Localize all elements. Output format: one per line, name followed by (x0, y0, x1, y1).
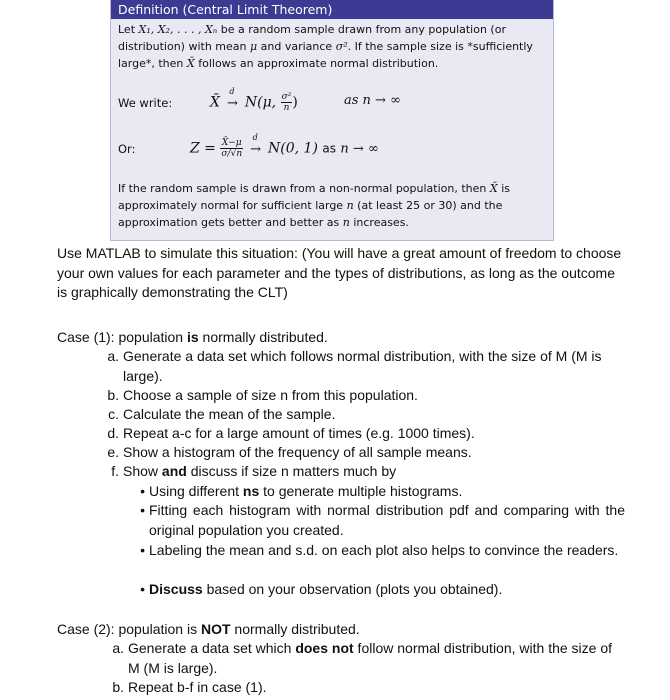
item-text: Calculate the mean of the sample. (123, 406, 336, 422)
item-marker: d. (107, 425, 119, 441)
bullet-icon: • (140, 542, 145, 558)
or-row (118, 132, 548, 168)
n-symbol: n (346, 199, 354, 212)
bullet-text-part: Fitting each histogram with normal distribution pdf and comparing with the original population you created. (149, 502, 625, 538)
item-marker: b. (112, 679, 124, 695)
limit-text: as n → ∞ (344, 93, 401, 108)
bullet-text-part: to generate multiple histograms. (259, 483, 463, 499)
we-write-formula (210, 86, 298, 113)
def-text: Let (118, 23, 139, 36)
case-1-title (57, 328, 328, 348)
random-sample-vars: X₁, X₂, . . . , Xₙ (138, 23, 218, 36)
bullet-text-bold: Discuss (149, 581, 203, 597)
case-2-title (57, 620, 360, 640)
item-text-part: Generate a data set which (128, 640, 296, 656)
item-text (123, 462, 619, 482)
bullet-text-bold: ns (242, 483, 260, 499)
n-symbol: n (342, 216, 350, 229)
def-text: and variance (257, 40, 336, 53)
item-marker: c. (108, 406, 119, 422)
xbar-symbol: X̄ (186, 57, 195, 70)
bullet-text (149, 580, 625, 600)
arrow-d-label: d (229, 86, 235, 96)
standardized-fraction (220, 138, 243, 159)
converges-in-distribution-arrow: → d (250, 132, 262, 157)
matlab-intro-paragraph: Use MATLAB to simulate this situation: (You will have a great amount of freedom to choose your own values for each parameter and the types of distributions, as long as the outcome is graphically demonstrating the CLT) (57, 245, 622, 301)
case-title-bold: is (186, 329, 199, 345)
def-text: If the random sample is drawn from a non-normal population, then (118, 182, 490, 195)
bullet-text (149, 501, 625, 540)
item-text (128, 639, 624, 678)
case-title-text: normally distributed. (230, 621, 360, 637)
bullet-text-part: Using different (149, 483, 243, 499)
item-text-part: follow normal distribution, with the size of M (M is large). (128, 640, 613, 676)
definition-title: Definition (Central Limit Theorem) (111, 0, 553, 19)
def-text: is approximately normal for sufficient large (118, 182, 511, 212)
or-label: Or: (118, 142, 136, 156)
limit-text: n → ∞ (340, 141, 379, 157)
bullet-text (149, 482, 625, 502)
z-formula (190, 132, 379, 159)
def-text: be a random sample drawn from any population (or distribution) with mean (118, 23, 506, 53)
item-marker: a. (107, 348, 119, 364)
as-word: as (322, 141, 336, 156)
sigma-squared-symbol: σ² (335, 40, 348, 53)
arrow-d-label: d (252, 132, 258, 142)
standard-normal-text: N(0, 1) (268, 140, 318, 157)
definition-paragraph-1 (118, 21, 548, 72)
frac-numerator: σ² (281, 92, 292, 102)
frac-denominator (220, 149, 243, 159)
item-text-bold: does not (295, 640, 354, 656)
bullet-icon: • (140, 483, 145, 499)
frac-den-sigma: σ/ (221, 149, 231, 159)
item-text-part: discuss if size n matters much by (186, 463, 397, 479)
def-text: follows an approximate normal distribution. (194, 57, 439, 70)
item-text-part: Show (123, 463, 162, 479)
sqrt-symbol: √ (230, 149, 237, 159)
clt-definition-block (110, 0, 554, 241)
item-text: Choose a sample of size n from this population. (123, 387, 418, 403)
sigma2-over-n-fraction (281, 92, 293, 113)
converges-in-distribution-arrow: → d (226, 86, 238, 111)
item-text: Generate a data set which follows normal distribution, with the size of M (M is large). (123, 348, 602, 384)
xbar-symbol: X̄ (210, 94, 220, 111)
item-text: Repeat b-f in case (1). (128, 679, 267, 695)
we-write-label: We write: (118, 96, 173, 110)
definition-paragraph-2 (118, 180, 548, 231)
bullet-icon: • (140, 502, 145, 518)
case-title-text: Case (1): population (57, 329, 187, 345)
z-equals: Z = (190, 140, 216, 157)
bullet-icon: • (140, 581, 145, 597)
case-title-text: Case (2): population is (57, 621, 201, 637)
item-marker: f. (111, 463, 119, 479)
frac-denominator: n (283, 103, 290, 113)
case-title-text: normally distributed. (198, 329, 328, 345)
bullet-text (149, 541, 625, 561)
frac-numerator: X̄−μ (221, 138, 242, 148)
we-write-row (118, 86, 548, 118)
we-write-limit (344, 93, 401, 108)
xbar-symbol: X̄ (489, 182, 498, 195)
item-text: Show a histogram of the frequency of all sample means. (123, 444, 472, 460)
close-paren: ) (292, 94, 298, 111)
item-marker: e. (107, 444, 119, 460)
item-text-bold: and (161, 463, 187, 479)
case-title-bold: NOT (200, 621, 231, 637)
normal-dist-text: N(μ, (244, 94, 281, 111)
item-marker: b. (107, 387, 119, 403)
bullet-text-part: Labeling the mean and s.d. on each plot also helps to convince the readers. (149, 542, 619, 558)
bullet-text-part: based on your observation (plots you obtained). (202, 581, 503, 597)
mu-symbol: μ (250, 40, 258, 53)
frac-den-n: n (236, 149, 243, 159)
def-text: increases. (349, 216, 409, 229)
def-text: (at least 25 or 30) and the approximation gets better and better as (118, 199, 503, 229)
def-text: . If the sample size is *sufficiently large*, then (118, 40, 533, 70)
item-text: Repeat a-c for a large amount of times (e.g. 1000 times). (123, 425, 475, 441)
item-marker: a. (112, 640, 124, 656)
